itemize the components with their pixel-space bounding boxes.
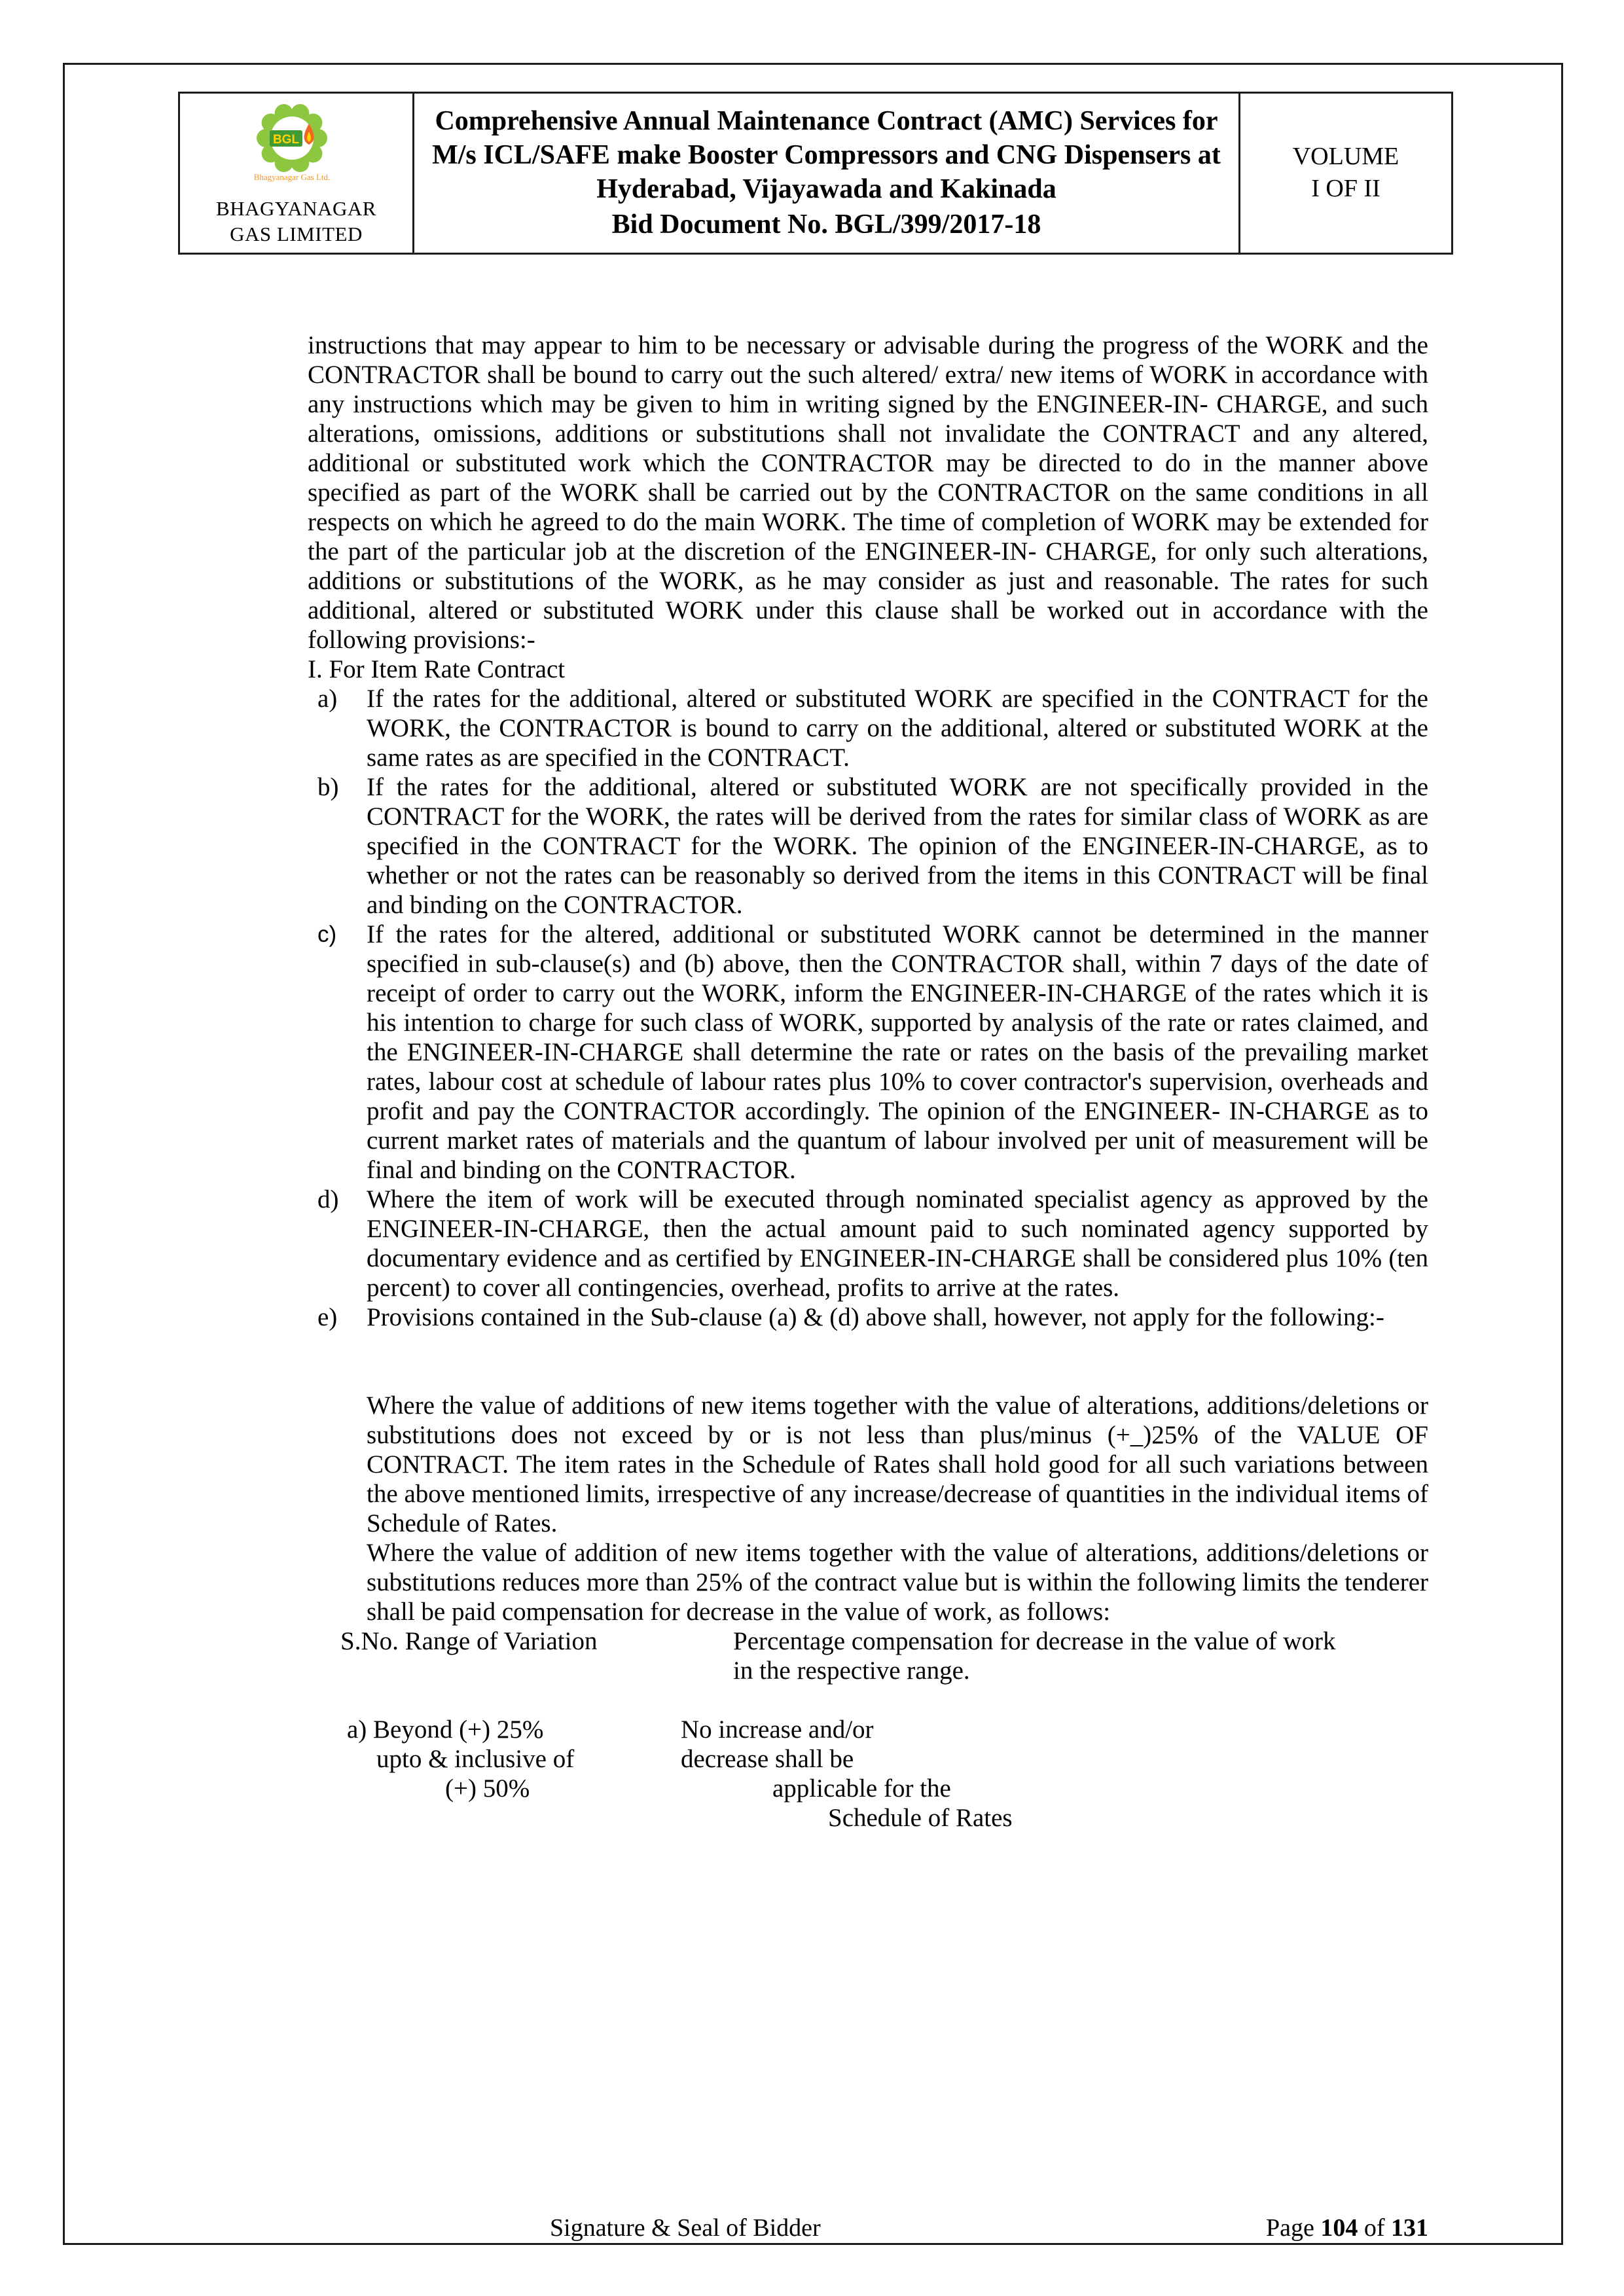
variation-row-line1 (308, 1715, 1428, 1744)
variation-paragraph-1: Where the value of additions of new items together with the value of alterations, additions/deletions or substitutions does not exceed by or is not less than plus/minus (+_)25% of the VALUE OF CONTRACT. The item rates in the Schedule of Rates shall hold good for all such variations between the above mentioned limits, irrespective of any increase/decrease of quantities in the individual items of Schedule of Rates. (367, 1391, 1428, 1537)
variation-row-line4 (308, 1803, 1428, 1833)
clause-a (308, 684, 1428, 772)
variation-table-header (308, 1626, 1428, 1685)
item-rate-heading: I. For Item Rate Contract (308, 655, 566, 683)
clause-b (308, 772, 1428, 920)
clause-e-text: Provisions contained in the Sub-clause (a) & (d) above shall, however, not apply for the following:- (367, 1303, 1384, 1331)
volume-cell (1240, 93, 1453, 254)
spacer (308, 1685, 1428, 1715)
range-line1: a) Beyond (+) 25% (347, 1715, 544, 1744)
bid-document-number: Bid Document No. BGL/399/2017-18 (611, 209, 1041, 240)
title-cell (414, 93, 1240, 254)
page-current: 104 (1320, 2214, 1358, 2242)
clause-c-label: c) (317, 922, 337, 947)
bgl-acronym-text: BGL (272, 133, 299, 147)
page-total: 131 (1391, 2214, 1428, 2242)
signature-seal-label: Signature & Seal of Bidder (550, 2214, 821, 2242)
clause-c-text: If the rates for the altered, additional or substituted WORK cannot be determined in the manner specified in sub-clause(s) and (b) above, then the CONTRACTOR shall, within 7 days of the date of receipt of order to carry out the WORK, inform the ENGINEER-IN-CHARGE of the rates which it is his intention to charge for such class of WORK, supported by analysis of the rate or rates claimed, and the ENGINEER-IN-CHARGE shall determine the rate or rates on the basis of the prevailing market rates, labour cost at schedule of labour rates plus 10% to cover contractor's supervision, overheads and profit and pay the CONTRACTOR accordingly. The opinion of the ENGINEER- IN-CHARGE as to current market rates of materials and the quantum of labour involved per unit of measurement will be final and binding on the CONTRACTOR. (367, 920, 1428, 1184)
variation-compensation-header (733, 1626, 1434, 1685)
spacer (308, 1332, 1428, 1391)
bgl-logo-graphic (241, 100, 352, 192)
clause-b-text: If the rates for the additional, altered or substituted WORK are not specifically provided in the CONTRACT for the WORK, the rates will be derived from the rates for similar class of WORK as are specified in the CONTRACT for the WORK. The opinion of the ENGINEER-IN-CHARGE, as to whether or not the rates can be reasonably so derived from the items in this CONTRACT will be final and binding on the CONTRACTOR. (367, 773, 1428, 919)
range-line3: (+) 50% (445, 1774, 530, 1803)
compensation-line2: decrease shall be (681, 1745, 854, 1773)
compensation-line1: No increase and/or (681, 1715, 874, 1744)
clause-e (308, 1302, 1428, 1332)
company-logo (241, 100, 352, 195)
document-title: Comprehensive Annual Maintenance Contract (AMC) Services for M/s ICL/SAFE make Booster Compressors and CNG Dispensers at Hyderabad, Vijayawada and Kakinada (432, 106, 1221, 205)
compensation-header-line1: Percentage compensation for decrease in the value of work (733, 1627, 1336, 1655)
clause-b-label: b) (317, 773, 339, 801)
company-name-line1: BHAGYANAGAR (216, 197, 376, 220)
clause-d-label: d) (317, 1185, 339, 1213)
variation-range-header: S.No. Range of Variation (340, 1627, 598, 1655)
document-body (308, 331, 1428, 1833)
variation-row-line3 (308, 1774, 1428, 1803)
variation-row-line2 (308, 1744, 1428, 1774)
compensation-line4: Schedule of Rates (828, 1804, 1013, 1832)
page-number-indicator (1266, 2214, 1428, 2242)
volume-line2: I OF II (1311, 175, 1380, 203)
page-of-label: of (1363, 2214, 1385, 2242)
logo-caption: Bhagyanagar Gas Ltd. (253, 172, 330, 182)
logo-cell (179, 93, 414, 254)
clause-d-text: Where the item of work will be executed through nominated specialist agency as approved by the ENGINEER-IN-CHARGE, then the actual amount paid to such nominated agency supported by documentary evidence and as certified by ENGINEER-IN-CHARGE shall be considered plus 10% (ten percent) to cover all contingencies, overhead, profits to arrive at the rates. (367, 1185, 1428, 1302)
clause-a-label: a) (317, 685, 338, 713)
compensation-line3: applicable for the (772, 1774, 951, 1803)
intro-paragraph: instructions that may appear to him to be necessary or advisable during the progress of the WORK and the CONTRACTOR shall be bound to carry out the such altered/ extra/ new items of WORK in accordance with any instructions which may be given to him in writing signed by the ENGINEER-IN- CHARGE, and such alterations, omissions, additions or substitutions shall not invalidate the CONTRACT and any altered, additional or substituted work which the CONTRACTOR may be directed to do in the manner above specified as part of the WORK shall be carried out by the CONTRACTOR on the same conditions in all respects on which he agreed to do the main WORK. The time of completion of WORK may be extended for the part of the particular job at the discretion of the ENGINEER-IN- CHARGE, for only such alterations, additions or substitutions of the WORK, as he may consider as just and reasonable. The rates for such additional, altered or substituted WORK under this clause shall be worked out in accordance with the following provisions:- (308, 331, 1428, 654)
volume-line1: VOLUME (1292, 142, 1399, 170)
compensation-header-line2: in the respective range. (733, 1657, 970, 1685)
header-table (178, 92, 1453, 255)
clause-c (308, 920, 1428, 1185)
range-line2: upto & inclusive of (376, 1745, 575, 1773)
page-label: Page (1265, 2214, 1314, 2242)
variation-paragraph-2: Where the value of addition of new items together with the value of alterations, additions/deletions or substitutions reduces more than 25% of the contract value but is within the following limits the tenderer shall be paid compensation for decrease in the value of work, as follows: (367, 1539, 1428, 1626)
company-name-line2: GAS LIMITED (230, 222, 363, 245)
company-name (184, 196, 408, 247)
clause-a-text: If the rates for the additional, altered or substituted WORK are specified in the CONTRACT for the WORK, the CONTRACTOR is bound to carry on the additional, altered or substituted WORK at the same rates as are specified in the CONTRACT. (367, 685, 1428, 772)
clause-d (308, 1185, 1428, 1302)
clause-e-label: e) (317, 1303, 338, 1331)
